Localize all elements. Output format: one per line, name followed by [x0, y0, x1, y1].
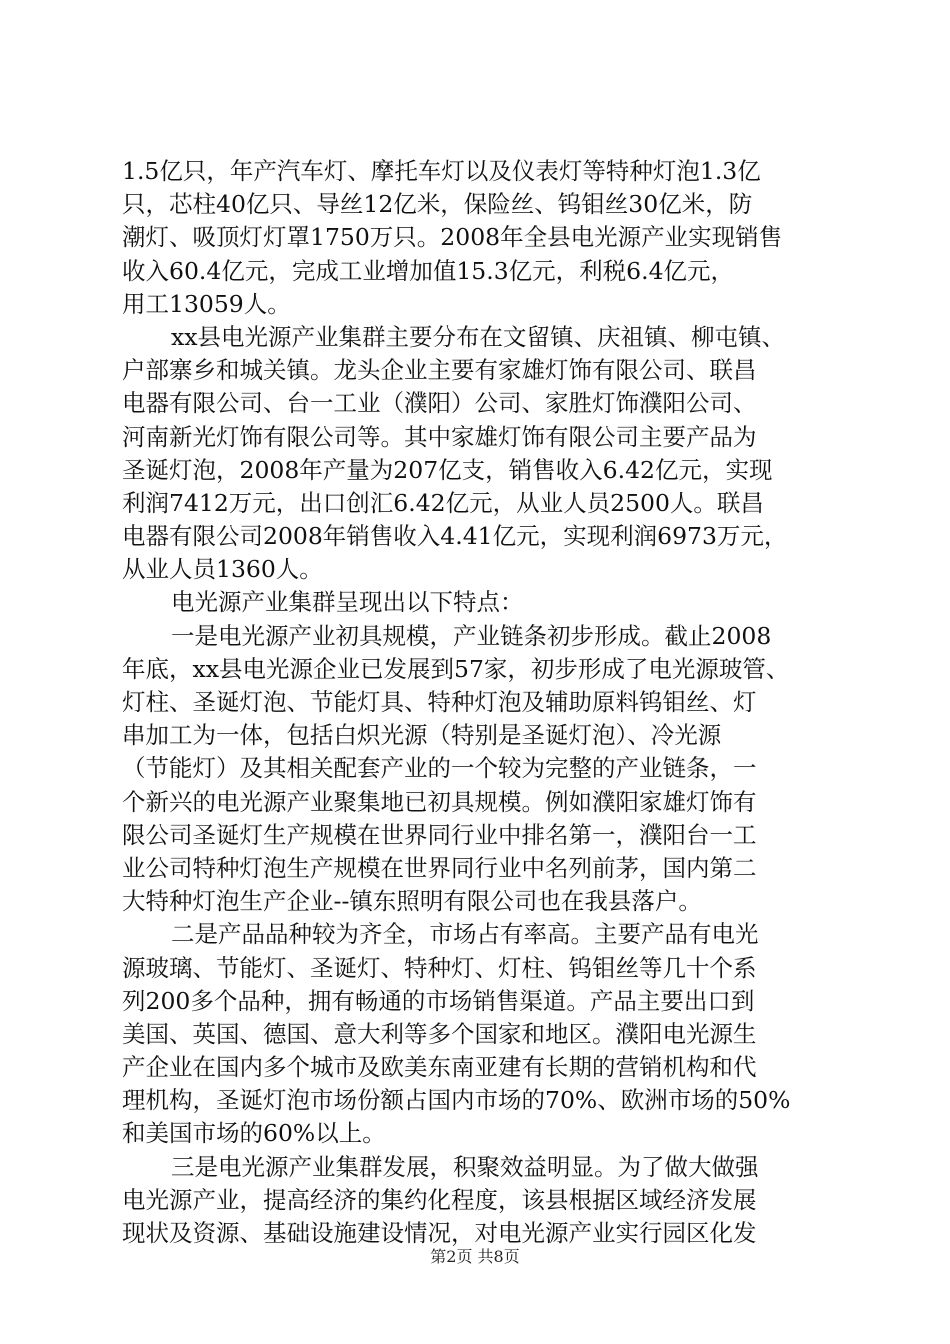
text-line: 个新兴的电光源产业聚集地已初具规模。例如濮阳家雄灯饰有 [122, 787, 757, 816]
text-line: 圣诞灯泡，2008年产量为207亿支，销售收入6.42亿元，实现 [122, 455, 773, 484]
text-line: 1.5亿只，年产汽车灯、摩托车灯以及仪表灯等特种灯泡1.3亿 [122, 157, 761, 185]
text-line: 年底，xx县电光源企业已发展到57家，初步形成了电光源玻管、 [122, 654, 790, 683]
text-line: 限公司圣诞灯生产规模在世界同行业中排名第一，濮阳台一工 [122, 820, 757, 849]
text-line: 潮灯、吸顶灯灯罩1750万只。2008年全县电光源产业实现销售 [122, 223, 783, 252]
text-line: 利润7412万元，出口创汇6.42亿元，从业人员2500人。联昌 [122, 488, 764, 517]
page-number-label: 第2页 共8页 [430, 1247, 520, 1266]
paragraph-start-line: 二是产品品种较为齐全，市场占有率高。主要产品有电光 [171, 920, 759, 949]
text-line: 理机构，圣诞灯泡市场份额占国内市场的70%、欧洲市场的50% [122, 1086, 791, 1115]
page-footer [0, 1244, 950, 1267]
text-line: 灯柱、圣诞灯泡、节能灯具、特种灯泡及辅助原料钨钼丝、灯 [122, 688, 757, 716]
text-line: （节能灯）及其相关配套产业的一个较为完整的产业链条，一 [122, 754, 757, 783]
text-line: 业公司特种灯泡生产规模在世界同行业中名列前茅，国内第二 [122, 853, 757, 882]
text-line: 大特种灯泡生产企业--镇东照明有限公司也在我县落户。 [122, 887, 702, 916]
text-line: 产企业在国内多个城市及欧美东南亚建有长期的营销机构和代 [122, 1053, 757, 1082]
text-line: 河南新光灯饰有限公司等。其中家雄灯饰有限公司主要产品为 [122, 422, 757, 451]
text-line: 电器有限公司、台一工业（濮阳）公司、家胜灯饰濮阳公司、 [122, 389, 757, 418]
text-line: 串加工为一体，包括白炽光源（特别是圣诞灯泡）、冷光源 [122, 721, 722, 750]
text-line: 和美国市场的60%以上。 [122, 1119, 386, 1148]
text-line: 列200多个品种，拥有畅通的市场销售渠道。产品主要出口到 [122, 986, 755, 1015]
text-line: 收入60.4亿元，完成工业增加值15.3亿元，利税6.4亿元， [122, 256, 735, 285]
text-line: 从业人员1360人。 [122, 555, 323, 584]
text-line: 户部寨乡和城关镇。龙头企业主要有家雄灯饰有限公司、联昌 [122, 356, 757, 385]
paragraph-start-line: 一是电光源产业初具规模，产业链条初步形成。截止2008 [171, 621, 772, 650]
text-line: 只，芯柱40亿只、导丝12亿米，保险丝、钨钼丝30亿米，防 [122, 190, 753, 219]
text-line: 电器有限公司2008年销售收入4.41亿元，实现利润6973万元， [122, 522, 788, 551]
text-line: 用工13059人。 [122, 289, 291, 318]
paragraph-start-line: 三是电光源产业集群发展，积聚效益明显。为了做大做强 [171, 1152, 759, 1181]
document-body [122, 155, 832, 1250]
paragraph-start-line: 电光源产业集群呈现出以下特点： [171, 588, 524, 617]
text-line: 美国、英国、德国、意大利等多个国家和地区。濮阳电光源生 [122, 1019, 757, 1048]
text-line: 电光源产业，提高经济的集约化程度，该县根据区域经济发展 [122, 1185, 757, 1214]
text-line: 现状及资源、基础设施建设情况，对电光源产业实行园区化发 [122, 1219, 757, 1247]
text-line: 源玻璃、节能灯、圣诞灯、特种灯、灯柱、钨钼丝等几十个系 [122, 953, 757, 982]
paragraph-start-line: xx县电光源产业集群主要分布在文留镇、庆祖镇、柳屯镇、 [171, 322, 786, 351]
